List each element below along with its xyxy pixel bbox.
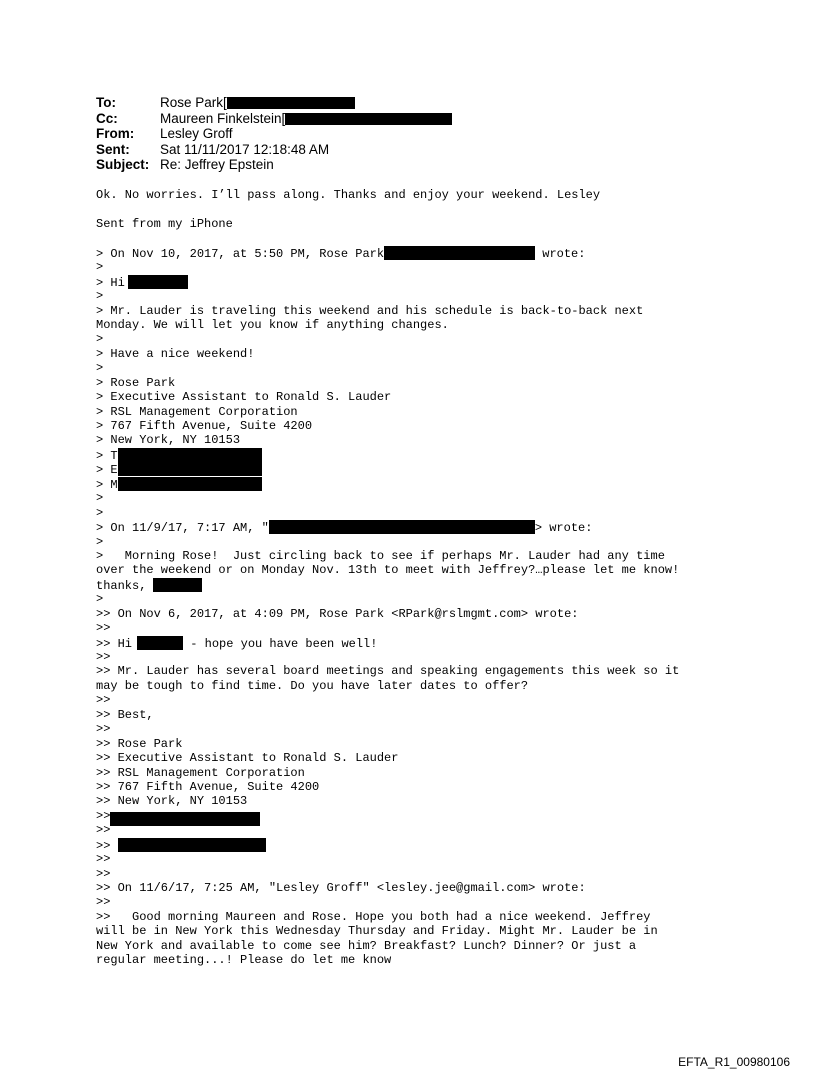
redaction — [269, 520, 535, 534]
signature-line: > RSL Management Corporation — [96, 404, 298, 419]
signature-line: > Executive Assistant to Ronald S. Lauder — [96, 390, 392, 405]
signature-line: > 767 Fifth Avenue, Suite 4200 — [96, 419, 313, 433]
signature-line: > E — [96, 462, 679, 476]
quote-header: >> On 11/6/17, 7:25 AM, "Lesley Groff" <lesley.jee@gmail.com> wrote: — [96, 881, 586, 895]
quote-header: > On Nov 10, 2017, at 5:50 PM, Rose Park wrote: — [96, 246, 586, 261]
signature-line: >> 767 Fifth Avenue, Suite 4200 — [96, 779, 320, 794]
signature-line: >> Rose Park — [96, 736, 183, 751]
email-body: Ok. No worries. I’ll pass along. Thanks and enjoy your weekend. Lesley Sent from my iPhone > On Nov 10, 2017, at 5:50 PM, Rose Park wrote: > > Hi > > Mr. Lauder is traveling this weekend and his schedule is back-to-back next Monday. We will let you know if anything changes. > > Have a nice weekend! > > Rose Park > Executive Assistant to Ronald S. Lauder > RSL Management Corporation > 767 Fifth Avenue, Suite 4200 > New York, NY 10153 > T > E > M > > > On 11/9/17, 7:17 AM, " > wrote: > > Morning Rose! Just circling back to see if perhaps Mr. Lauder had any time over the weekend or on Monday Nov. 13th to meet with Jeffrey?…please let me know! thanks, > >> On Nov 6, 2017, at 4:09 PM, Rose Park <RPark@rslmgmt.com> wrote: >> >> Hi - hope you have been well! >> >> Mr. Lauder has several board meetings and speaking engagements this week so it may be tough to find time. Do you have later dates to offer? >> >> Best, >> >> Rose Park >> Executive Assistant to Ronald S. Lauder >> RSL Management Corporation >> 767 Fifth Avenue, Suite 4200 >> New York, NY 10153 >> >> >> >> >> >> On 11/6/17, 7:25 AM, "Lesley Groff" <lesley.jee@gmail.com> wrote: >> >> Good morning Maureen and Rose. Hope you both had a nice weekend. Jeffrey will be in New York this Wednesday Thursday and Friday. Might Mr. Lauder be in New York and available to come see him? Breakfast? Lunch? Dinner? Or just a regular meeting...! Please do let me know — [96, 188, 680, 968]
quote-line: over the weekend or on Monday Nov. 13th to meet with Jeffrey?…please let me know! — [96, 563, 680, 578]
quote-line: New York and available to come see him? Breakfast? Lunch? Dinner? Or just a — [96, 938, 637, 953]
signature-line: > Rose Park — [96, 375, 176, 390]
to-value: Rose Park[ — [160, 95, 227, 110]
redaction — [384, 246, 535, 260]
signature-line: >> — [96, 809, 679, 823]
quote-line: >> Good morning Maureen and Rose. Hope you both had a nice weekend. Jeffrey — [96, 909, 651, 924]
subject-label: Subject: — [96, 157, 150, 172]
redaction — [153, 578, 202, 592]
sent-value: Sat 11/11/2017 12:18:48 AM — [160, 141, 330, 157]
quote-line: > Have a nice weekend! — [96, 346, 255, 361]
quote-line: >> Mr. Lauder has several board meetings and speaking engagements this week so it — [96, 664, 680, 679]
quote-line: will be in New York this Wednesday Thursday and Friday. Might Mr. Lauder be in — [96, 924, 658, 939]
redaction — [118, 477, 262, 491]
signature-line: >> — [96, 823, 111, 838]
redaction — [137, 636, 183, 650]
signature-line: >> New York, NY 10153 — [96, 794, 248, 809]
quote-line: thanks, — [96, 578, 679, 592]
quote-line: > Mr. Lauder is traveling this weekend and his schedule is back-to-back next — [96, 303, 644, 318]
cc-label: Cc: — [96, 110, 118, 126]
quote-line: > Morning Rose! Just circling back to see if perhaps Mr. Lauder had any time — [96, 548, 665, 563]
reply-text: Ok. No worries. I’ll pass along. Thanks and enjoy your weekend. Lesley — [96, 188, 601, 202]
signature-line: > T — [96, 448, 679, 462]
sent-from-text: Sent from my iPhone — [96, 216, 233, 231]
quote-line: > Hi — [96, 275, 679, 289]
redaction — [118, 462, 262, 476]
redaction — [285, 113, 452, 125]
from-label: From: — [96, 126, 135, 141]
quote-line: Monday. We will let you know if anything changes. — [96, 317, 449, 332]
from-value: Lesley Groff — [160, 126, 233, 141]
quote-line: regular meeting...! Please do let me know — [96, 953, 392, 968]
redaction — [128, 275, 188, 289]
sent-label: Sent: — [96, 141, 130, 157]
quote-header: > On 11/9/17, 7:17 AM, " > wrote: — [96, 521, 593, 536]
quote-header: >> On Nov 6, 2017, at 4:09 PM, Rose Park <RPark@rslmgmt.com> wrote: — [96, 606, 579, 621]
redaction — [118, 838, 266, 852]
quote-line: >> Best, — [96, 707, 154, 722]
redaction — [118, 448, 262, 462]
to-label: To: — [96, 95, 116, 110]
signature-line: > M — [96, 477, 679, 491]
redaction — [110, 812, 260, 826]
signature-line: >> RSL Management Corporation — [96, 765, 305, 780]
signature-line: >> — [96, 838, 679, 852]
quote-line: may be tough to find time. Do you have later dates to offer? — [96, 678, 529, 693]
cc-value: Maureen Finkelstein[ — [160, 110, 286, 126]
quote-line: >> Hi - hope you have been well! — [96, 636, 378, 651]
redaction — [227, 97, 355, 109]
signature-line: >> Executive Assistant to Ronald S. Lauder — [96, 751, 399, 766]
bates-number: EFTA_R1_00980106 — [678, 1055, 790, 1069]
subject-value: Re: Jeffrey Epstein — [160, 157, 274, 172]
signature-line: > New York, NY 10153 — [96, 433, 241, 448]
